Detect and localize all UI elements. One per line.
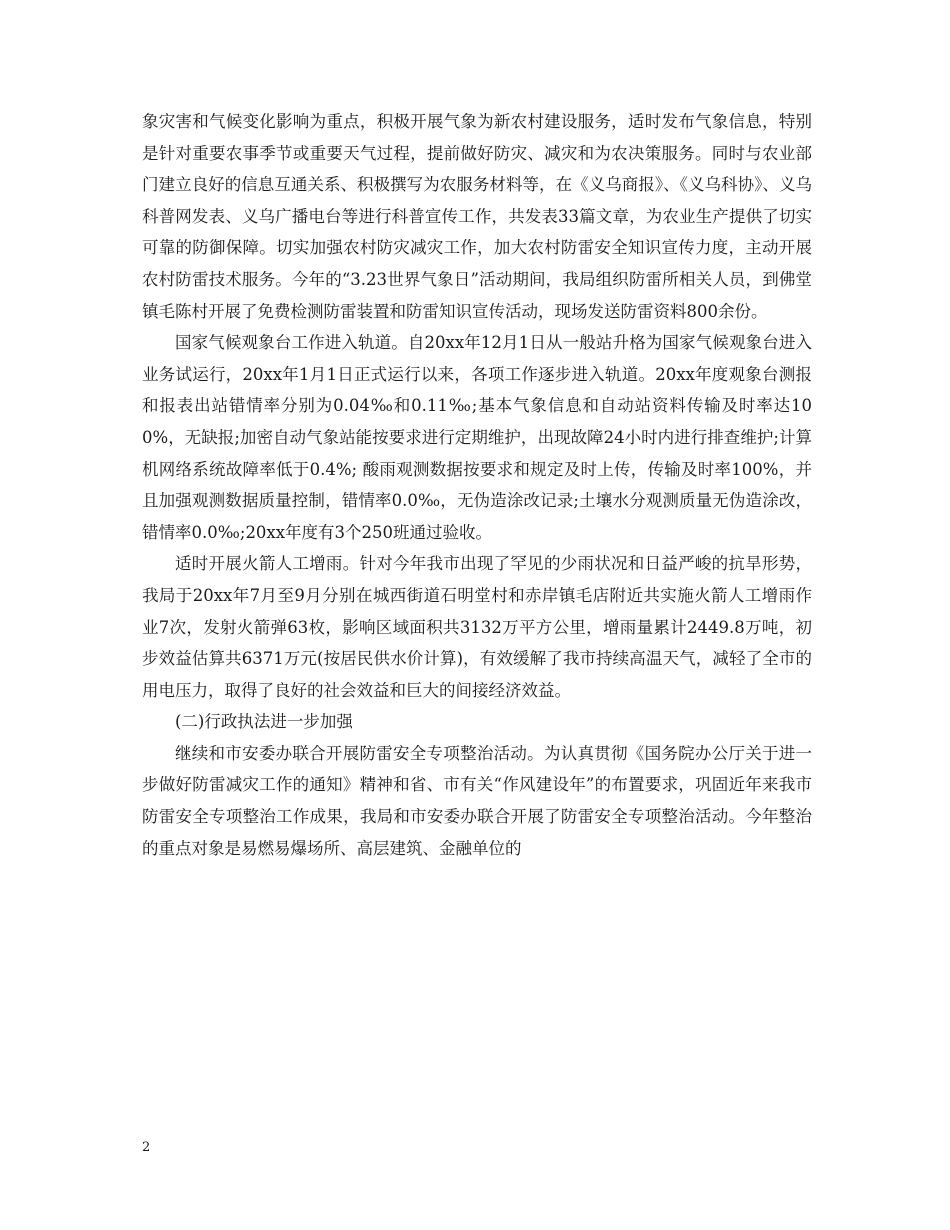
page-number: 2: [142, 1140, 151, 1155]
document-body: [142, 106, 812, 864]
section-heading-administrative-enforcement: (二)行政执法进一步加强: [175, 712, 353, 732]
paragraph-lightning-safety-campaign: 继续和市安委办联合开展防雷安全专项整治活动。为认真贯彻《国务院办公厅关于进一步做好防雷减灾工作的通知》精神和省、市有关“作风建设年”的布置要求，巩固近年来我市防雷安全专项整治工作成果，我局和市安委办联合开展了防雷安全专项整治活动。今年整治的重点对象是易燃易爆场所、高层建筑、金融单位的: [142, 743, 812, 858]
paragraph-continued-weather-service: 象灾害和气候变化影响为重点，积极开展气象为新农村建设服务，适时发布气象信息，特别是针对重要农事季节或重要天气过程，提前做好防灾、减灾和为农决策服务。同时与农业部门建立良好的信息互通关系、积极撰写为农服务材料等，在《义乌商报》、《义乌科协》、义乌科普网发表、义乌广播电台等进行科普宣传工作，共发表33篇文章，为农业生产提供了切实可靠的防御保障。切实加强农村防灾减灾工作，加大农村防雷安全知识宣传力度，主动开展农村防雷技术服务。今年的“3.23世界气象日”活动期间，我局组织防雷所相关人员，到佛堂镇毛陈村开展了免费检测防雷装置和防雷知识宣传活动，现场发送防雷资料800余份。: [142, 112, 812, 321]
paragraph-climate-observatory: 国家气候观象台工作进入轨道。自20xx年12月1日从一般站升格为国家气候观象台进入业务试运行，20xx年1月1日正式运行以来，各项工作逐步进入轨道。20xx年度观象台测报和报表出站错情率分别为0.04‰和0.11‰;基本气象信息和自动站资料传输及时率达100%，无缺报;加密自动气象站能按要求进行定期维护，出现故障24小时内进行排查维护;计算机网络系统故障率低于0.4%; 酸雨观测数据按要求和规定及时上传，传输及时率100%，并且加强观测数据质量控制，错情率0.0‰，无伪造涂改记录;土壤水分观测质量无伪造涂改，错情率0.0‰;20xx年度有3个250班通过验收。: [142, 333, 812, 542]
paragraph-rocket-rain-enhancement: 适时开展火箭人工增雨。针对今年我市出现了罕见的少雨状况和日益严峻的抗旱形势，我局于20xx年7月至9月分别在城西街道石明堂村和赤岸镇毛店附近共实施火箭人工增雨作业7次，发射火箭弹63枚，影响区域面积共3132万平方公里，增雨量累计2449.8万吨，初步效益估算共6371万元(按居民供水价计算)，有效缓解了我市持续高温天气，减轻了全市的用电压力，取得了良好的社会效益和巨大的间接经济效益。: [142, 554, 812, 700]
